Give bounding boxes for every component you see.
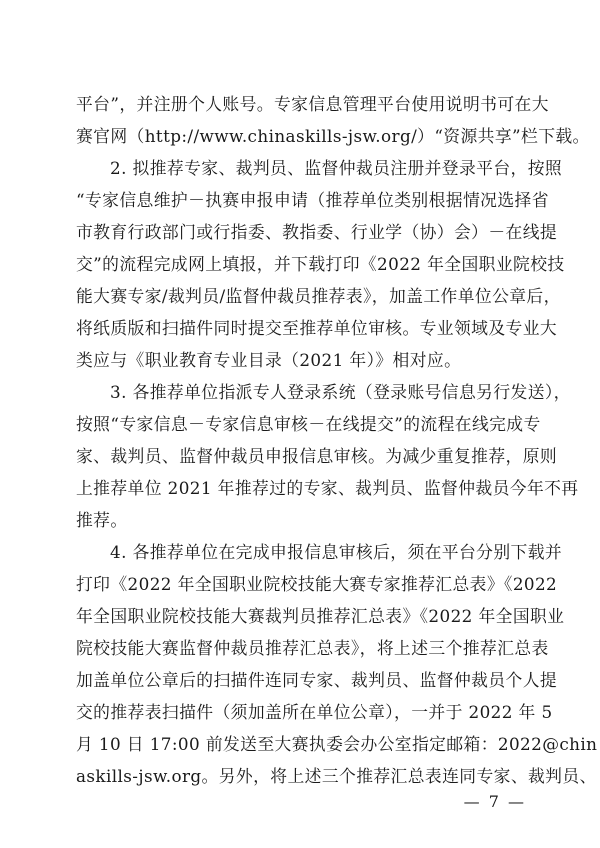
text-line: 类应与《职业教育专业目录（2021 年）》相对应。: [76, 350, 462, 370]
page-number: — 7 —: [463, 792, 526, 811]
text-line: 按照“专家信息－专家信息审核－在线提交”的流程在线完成专: [76, 414, 541, 434]
text-line: “专家信息维护－执赛申报申请（推荐单位类别根据情况选择省: [76, 190, 549, 210]
text-line: 月 10 日 17:00 前发送至大赛执委会办公室指定邮箱：2022@chin: [76, 734, 598, 754]
text-line: 市教育行政部门或行指委、教指委、行业学（协）会）－在线提: [76, 222, 558, 242]
text-line: 年全国职业院校技能大赛裁判员推荐汇总表》《2022 年全国职业: [76, 606, 565, 626]
paragraph-2: [76, 152, 565, 376]
text-line: 平台”，并注册个人账号。专家信息管理平台使用说明书可在大: [76, 94, 549, 114]
paragraph-4: [76, 536, 598, 792]
text-line: 加盖单位公章后的扫描件连同专家、裁判员、监督仲裁员个人提: [76, 670, 558, 690]
text-line: 交”的流程完成网上填报，并下载打印《2022 年全国职业院校技: [76, 254, 565, 274]
text-line: 3. 各推荐单位指派专人登录系统（登录账号信息另行发送），: [110, 382, 571, 402]
text-line: 赛官网（http://www.chinaskills-jsw.org/）“资源共享”栏下载。: [76, 126, 590, 146]
text-line: 能大赛专家/裁判员/监督仲裁员推荐表》，加盖工作单位公章后，: [76, 286, 561, 306]
text-line: askills-jsw.org。另外，将上述三个推荐汇总表连同专家、裁判员、: [76, 766, 597, 786]
text-line: 院校技能大赛监督仲裁员推荐汇总表》，将上述三个推荐汇总表: [76, 638, 549, 658]
text-line: 交的推荐表扫描件（须加盖所在单位公章），一并于 2022 年 5: [76, 702, 553, 722]
text-line: 4. 各推荐单位在完成申报信息审核后，须在平台分别下载并: [110, 542, 563, 562]
paragraph-1: [76, 88, 590, 152]
text-line: 打印《2022 年全国职业院校技能大赛专家推荐汇总表》《2022: [76, 574, 558, 594]
text-line: 2. 拟推荐专家、裁判员、监督仲裁员注册并登录平台，按照: [110, 158, 563, 178]
text-line: 推荐。: [76, 510, 128, 530]
text-line: 家、裁判员、监督仲裁员申报信息审核。为减少重复推荐，原则: [76, 446, 558, 466]
text-line: 上推荐单位 2021 年推荐过的专家、裁判员、监督仲裁员今年不再: [76, 478, 579, 498]
paragraph-3: [76, 376, 579, 536]
text-line: 将纸质版和扫描件同时提交至推荐单位审核。专业领域及专业大: [76, 318, 558, 338]
document-body: [76, 88, 598, 792]
